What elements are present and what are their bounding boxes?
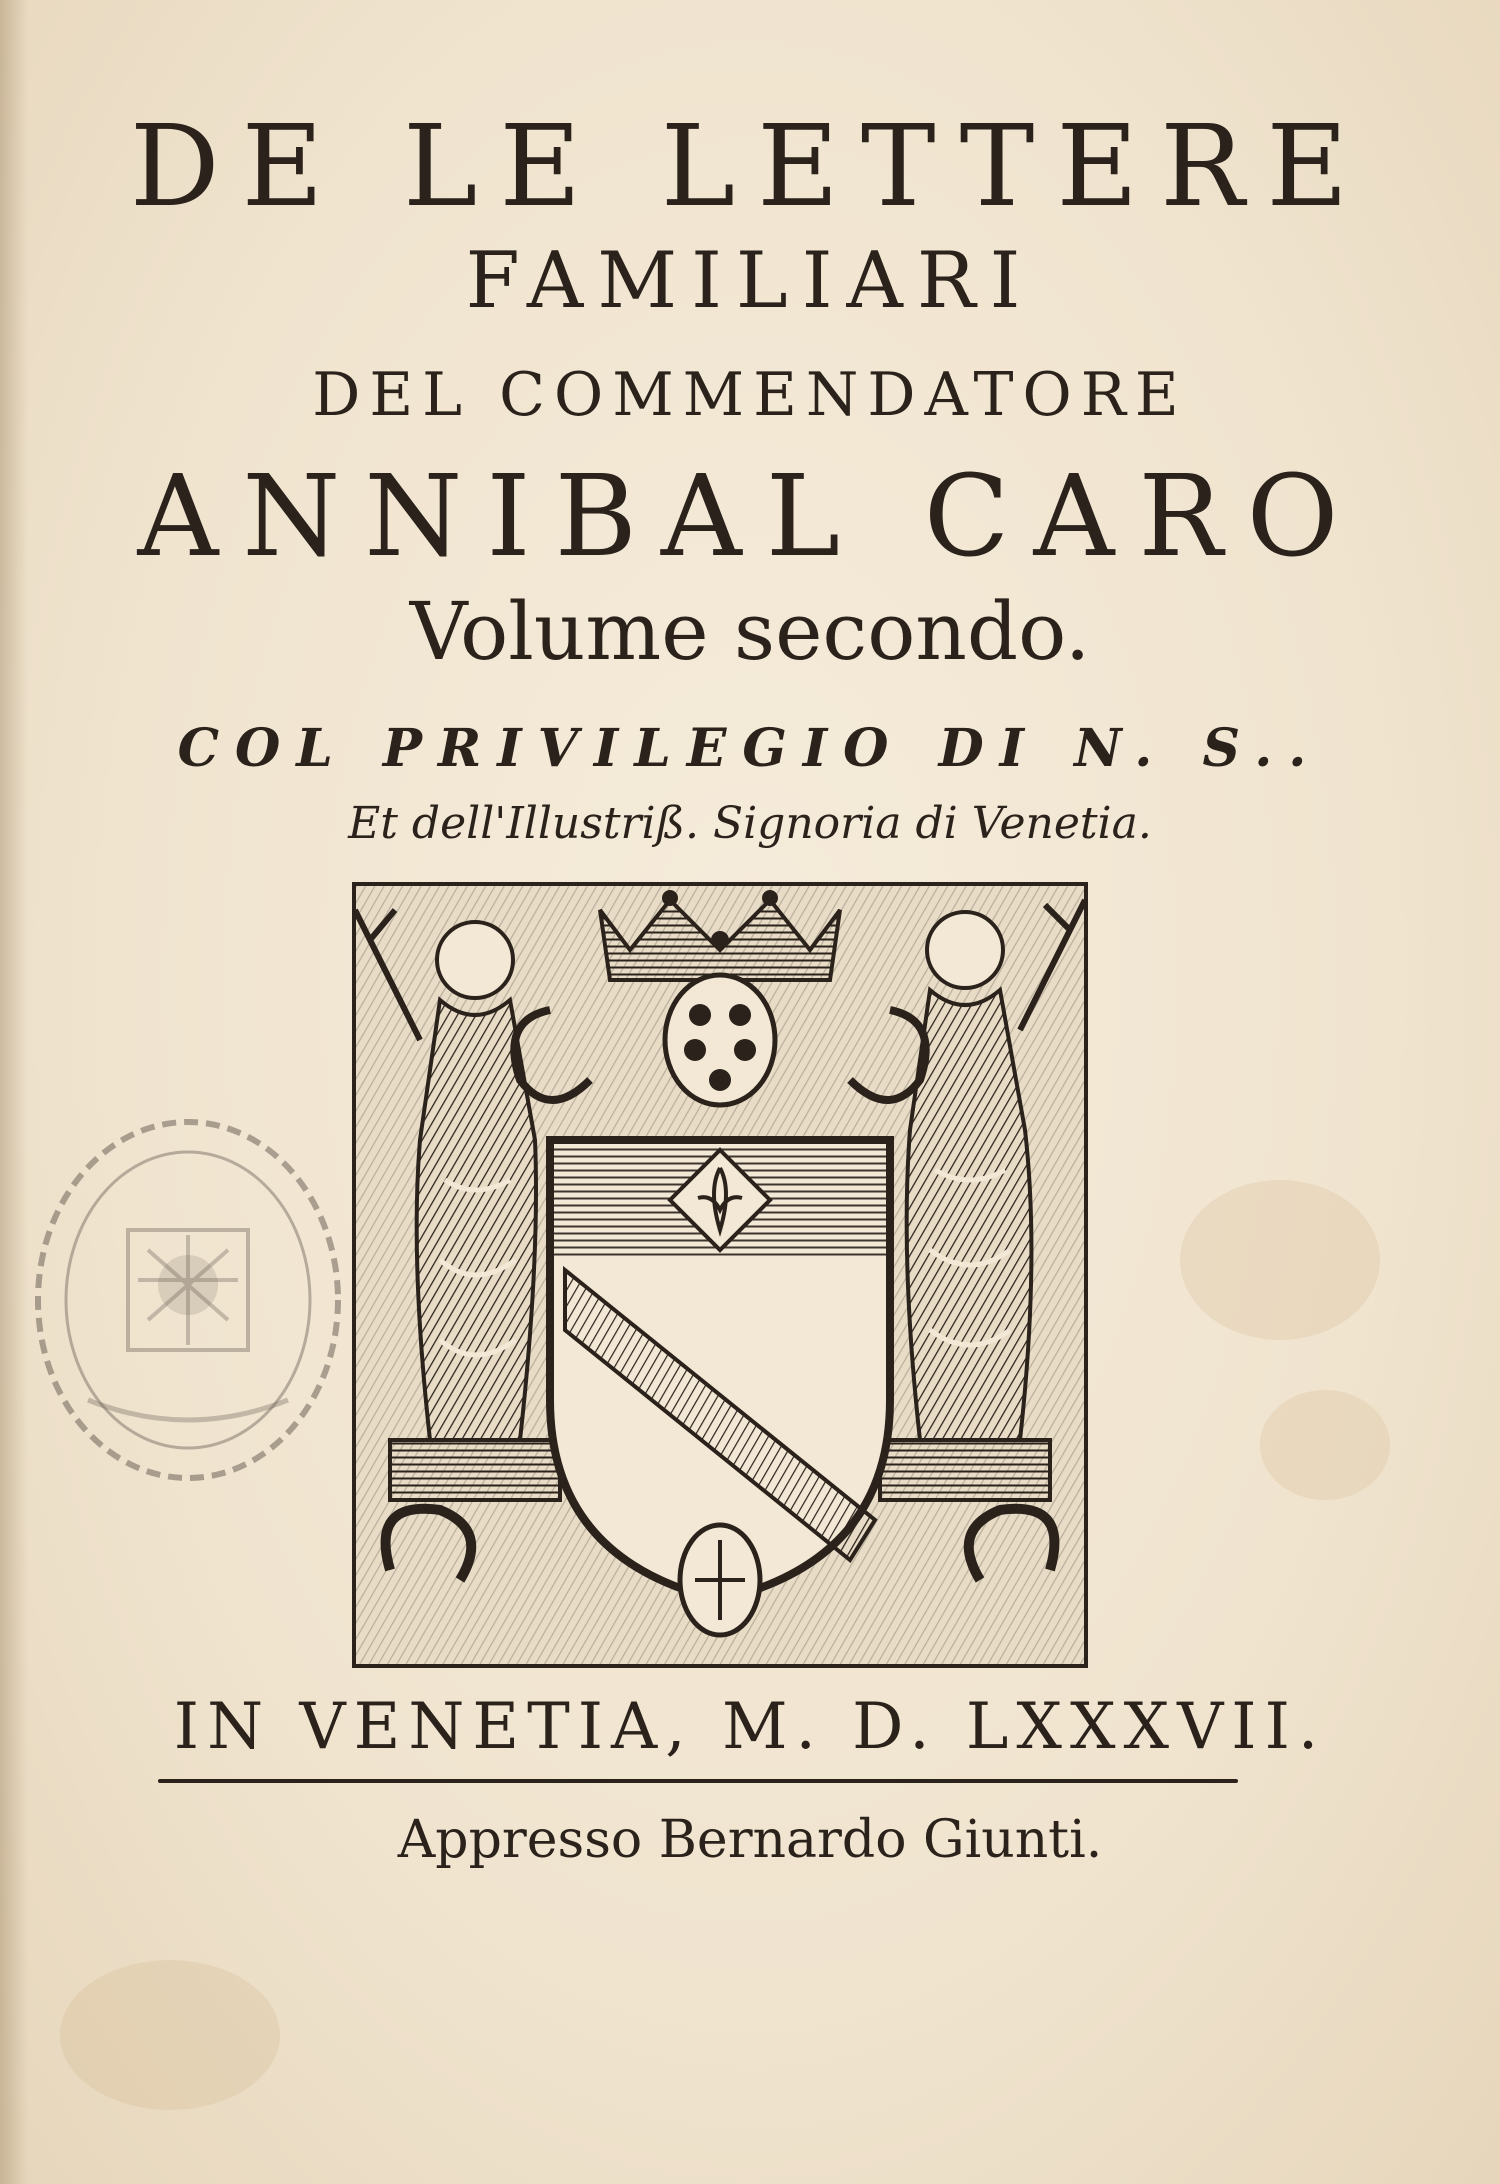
foxing-stain — [60, 1960, 280, 2110]
publisher-line: Appresso Bernardo Giunti. — [397, 1810, 1103, 1870]
foxing-stain — [1260, 1390, 1390, 1500]
library-stamp — [18, 1110, 348, 1490]
author-name: ANNIBAL CARO — [137, 452, 1363, 582]
title-line-1: DE LE LETTERE — [129, 102, 1371, 232]
privilege-line-2: Et dell'Illustriß. Signoria di Venetia. — [348, 798, 1152, 849]
imprint-place-date: IN VENETIA, M. D. LXXXVII. — [173, 1690, 1327, 1764]
privilege-line-1: COL PRIVILEGIO DI N. S.. — [177, 718, 1323, 779]
title-line-2: FAMILIARI — [465, 236, 1035, 326]
volume-line: Volume secondo. — [409, 585, 1091, 678]
horizontal-rule — [158, 1779, 1238, 1783]
title-line-3: DEL COMMENDATORE — [312, 360, 1188, 430]
coat-of-arms-woodcut — [350, 880, 1090, 1670]
foxing-stain — [1180, 1180, 1380, 1340]
